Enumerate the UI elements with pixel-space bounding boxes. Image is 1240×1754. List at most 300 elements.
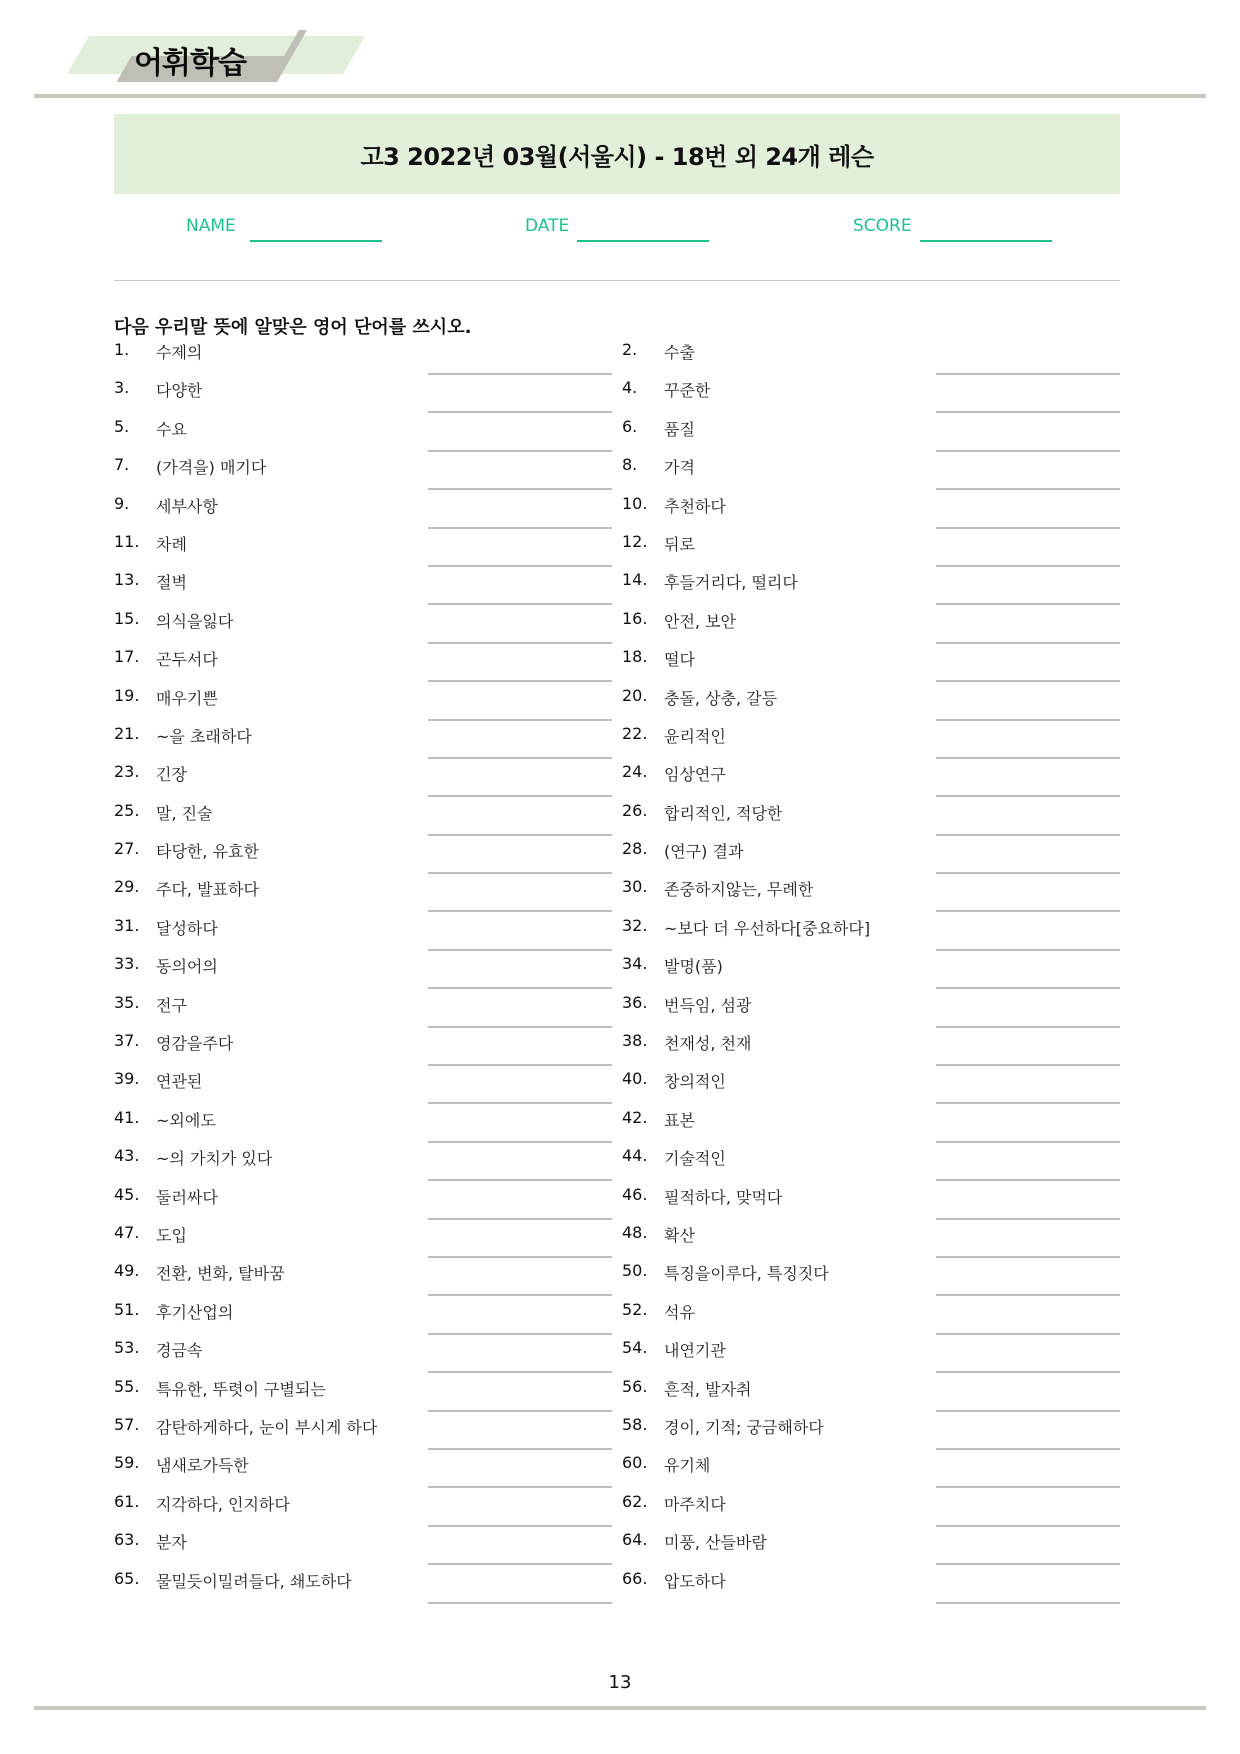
answer-blank[interactable] [428,719,612,721]
answer-blank[interactable] [936,1102,1120,1104]
vocab-item [114,494,218,532]
vocab-row [114,609,1120,647]
answer-blank[interactable] [936,450,1120,452]
answer-blank[interactable] [428,411,612,413]
item-korean-meaning: 번득임, 섬광 [664,995,752,1015]
answer-blank[interactable] [936,949,1120,951]
item-number: 44. [622,1146,648,1166]
item-number: 32. [622,915,648,935]
item-korean-meaning: 세부사항 [156,496,218,516]
item-korean-meaning: 필적하다, 맞먹다 [664,1187,783,1207]
vocab-item [622,609,736,647]
item-korean-meaning: 안전, 보안 [664,611,736,631]
score-blank[interactable] [920,240,1052,242]
item-number: 9. [114,493,130,513]
answer-blank[interactable] [936,987,1120,989]
answer-blank[interactable] [428,1333,612,1335]
item-korean-meaning: 윤리적인 [664,726,726,746]
item-number: 46. [622,1184,648,1204]
vocab-item [622,570,798,608]
answer-blank[interactable] [428,642,612,644]
vocab-item [114,1223,187,1261]
answer-blank[interactable] [428,872,612,874]
item-number: 43. [114,1146,140,1166]
item-number: 19. [114,685,140,705]
page-title: 고3 2022년 03월(서울시) - 18번 외 24개 레슨 [360,142,874,171]
item-korean-meaning: ~의 가치가 있다 [156,1149,273,1169]
item-korean-meaning: 압도하다 [664,1571,726,1591]
item-number: 28. [622,839,648,859]
item-korean-meaning: (연구) 결과 [664,842,744,862]
answer-blank[interactable] [428,1064,612,1066]
item-number: 37. [114,1031,140,1051]
vocab-row [114,1530,1120,1568]
vocab-item [622,916,870,954]
vocab-item [114,1453,249,1491]
vocab-item [622,801,782,839]
vocab-item [622,1223,695,1261]
item-number: 61. [114,1491,140,1511]
vocab-row [114,954,1120,992]
date-blank[interactable] [577,240,709,242]
item-korean-meaning: 말, 진술 [156,803,213,823]
answer-blank[interactable] [936,1064,1120,1066]
item-korean-meaning: 차례 [156,534,187,554]
answer-blank[interactable] [936,719,1120,721]
vocab-item [114,1415,377,1453]
vocab-row [114,455,1120,493]
item-number: 50. [622,1261,648,1281]
item-korean-meaning: 흔적, 발자취 [664,1379,752,1399]
vocab-item [622,993,751,1031]
item-korean-meaning: 떨다 [664,650,695,670]
answer-blank[interactable] [428,603,612,605]
item-number: 59. [114,1453,140,1473]
page-number: 13 [608,1672,632,1693]
bottom-rule [34,1706,1206,1710]
item-number: 45. [114,1184,140,1204]
item-korean-meaning: 수요 [156,419,187,439]
answer-blank[interactable] [936,1294,1120,1296]
vocab-row [114,1415,1120,1453]
item-number: 49. [114,1261,140,1281]
vocab-item [114,1338,202,1376]
answer-blank[interactable] [936,642,1120,644]
answer-blank[interactable] [936,1141,1120,1143]
item-number: 14. [622,570,648,590]
item-korean-meaning: 마주치다 [664,1494,726,1514]
vocab-item [114,570,187,608]
answer-blank[interactable] [936,1602,1120,1604]
vocab-row [114,1031,1120,1069]
vocab-list [114,340,1120,1607]
answer-blank[interactable] [428,910,612,912]
item-number: 62. [622,1491,648,1511]
vocab-item [622,494,726,532]
item-korean-meaning: 확산 [664,1225,695,1245]
vocab-item [114,839,259,877]
vocab-item [114,532,187,570]
item-korean-meaning: 미풍, 산들바람 [664,1533,767,1553]
name-label: NAME [186,216,236,236]
answer-blank[interactable] [936,1179,1120,1181]
vocab-row [114,1069,1120,1107]
item-korean-meaning: 특징을이루다, 특징짓다 [664,1264,829,1284]
answer-blank[interactable] [428,1448,612,1450]
vocab-row [114,1569,1120,1607]
vocab-item [114,993,187,1031]
item-number: 20. [622,685,648,705]
vocab-item [114,647,218,685]
date-label: DATE [525,216,570,236]
item-korean-meaning: 물밀듯이밀려들다, 쇄도하다 [156,1571,352,1591]
item-number: 30. [622,877,648,897]
answer-blank[interactable] [428,680,612,682]
item-number: 53. [114,1338,140,1358]
answer-blank[interactable] [428,1026,612,1028]
item-korean-meaning: 내연기관 [664,1341,726,1361]
item-number: 2. [622,340,638,359]
vocab-item [622,954,723,992]
item-number: 36. [622,992,648,1012]
answer-blank[interactable] [428,1371,612,1373]
vocab-item [114,877,259,915]
vocab-item [622,1146,726,1184]
item-korean-meaning: 품질 [664,419,695,439]
answer-blank[interactable] [936,872,1120,874]
item-korean-meaning: 천재성, 천재 [664,1034,752,1054]
vocab-item [622,839,743,877]
vocab-row [114,1300,1120,1338]
name-blank[interactable] [250,240,382,242]
item-number: 48. [622,1222,648,1242]
answer-blank[interactable] [936,1333,1120,1335]
item-number: 29. [114,877,140,897]
item-number: 7. [114,455,130,475]
item-number: 66. [622,1568,648,1588]
answer-blank[interactable] [936,565,1120,567]
item-number: 21. [114,723,140,743]
item-korean-meaning: 수출 [664,343,695,362]
answer-blank[interactable] [428,1141,612,1143]
vocab-row [114,1261,1120,1299]
item-korean-meaning: 뒤로 [664,534,695,554]
item-korean-meaning: 타당한, 유효한 [156,842,259,862]
item-number: 33. [114,954,140,974]
item-number: 3. [114,378,130,398]
item-korean-meaning: (가격을) 매기다 [156,458,267,478]
item-korean-meaning: 발명(품) [664,957,723,977]
answer-blank[interactable] [428,757,612,759]
answer-blank[interactable] [936,1563,1120,1565]
item-number: 8. [622,455,638,475]
answer-blank[interactable] [428,1410,612,1412]
item-number: 57. [114,1414,140,1434]
item-korean-meaning: 의식을잃다 [156,611,234,631]
answer-blank[interactable] [428,1294,612,1296]
vocab-item [114,1185,218,1223]
answer-blank[interactable] [936,488,1120,490]
item-number: 11. [114,531,140,551]
answer-blank[interactable] [428,1486,612,1488]
item-number: 63. [114,1530,140,1550]
vocab-item [622,647,695,685]
vocab-item [622,1108,695,1146]
item-korean-meaning: 유기체 [664,1456,711,1476]
answer-blank[interactable] [428,1525,612,1527]
divider [114,280,1120,281]
item-number: 4. [622,378,638,398]
vocab-item [622,1300,695,1338]
vocab-row [114,1492,1120,1530]
vocab-row [114,647,1120,685]
vocab-item [114,1492,290,1530]
vocab-item [114,724,252,762]
answer-blank[interactable] [936,603,1120,605]
vocab-row [114,877,1120,915]
vocab-item [114,686,218,724]
item-korean-meaning: 존중하지않는, 무례한 [664,880,814,900]
item-korean-meaning: ~외에도 [156,1110,216,1130]
answer-blank[interactable] [428,527,612,529]
item-korean-meaning: 임상연구 [664,765,726,785]
vocab-item [114,1069,202,1107]
item-number: 41. [114,1107,140,1127]
item-number: 23. [114,762,140,782]
vocab-row [114,1223,1120,1261]
answer-blank[interactable] [428,834,612,836]
answer-blank[interactable] [936,1026,1120,1028]
name-field [186,216,382,236]
item-number: 42. [622,1107,648,1127]
vocab-row [114,1453,1120,1491]
answer-blank[interactable] [936,1256,1120,1258]
vocab-item [622,724,726,762]
item-number: 39. [114,1069,140,1089]
score-field [853,216,1052,236]
answer-blank[interactable] [936,680,1120,682]
vocab-row [114,724,1120,762]
item-korean-meaning: 경이, 기적; 궁금해하다 [664,1417,824,1437]
vocab-item [622,340,695,378]
answer-blank[interactable] [428,565,612,567]
vocab-row [114,532,1120,570]
answer-blank[interactable] [936,373,1120,375]
answer-blank[interactable] [936,757,1120,759]
vocab-item [114,954,218,992]
vocab-item [622,1569,726,1607]
item-number: 52. [622,1299,648,1319]
item-korean-meaning: 후들거리다, 떨리다 [664,573,798,593]
item-number: 51. [114,1299,140,1319]
top-rule [34,94,1206,98]
answer-blank[interactable] [936,1448,1120,1450]
item-korean-meaning: 합리적인, 적당한 [664,803,783,823]
item-number: 38. [622,1031,648,1051]
item-korean-meaning: 가격 [664,458,695,478]
answer-blank[interactable] [428,1218,612,1220]
instruction: 다음 우리말 뜻에 알맞은 영어 단어를 쓰시오. [114,317,472,338]
item-korean-meaning: 추천하다 [664,496,726,516]
item-korean-meaning: 연관된 [156,1072,203,1092]
item-number: 34. [622,954,648,974]
vocab-item [622,1453,710,1491]
item-korean-meaning: 도입 [156,1225,187,1245]
section-badge-label: 어휘학습 [134,46,246,81]
vocab-item [114,1569,352,1607]
vocab-item [622,877,813,915]
answer-blank[interactable] [428,949,612,951]
vocab-item [114,1377,326,1415]
section-badge [64,28,364,90]
vocab-item [114,455,266,493]
answer-blank[interactable] [428,1256,612,1258]
item-number: 1. [114,340,130,359]
answer-blank[interactable] [936,1486,1120,1488]
item-number: 47. [114,1222,140,1242]
vocab-item [114,801,213,839]
item-korean-meaning: 절벽 [156,573,187,593]
vocab-item [114,378,202,416]
item-number: 26. [622,800,648,820]
item-korean-meaning: 분자 [156,1533,187,1553]
item-number: 15. [114,608,140,628]
item-number: 31. [114,915,140,935]
item-korean-meaning: 기술적인 [664,1149,726,1169]
answer-blank[interactable] [428,1179,612,1181]
vocab-item [622,378,710,416]
item-korean-meaning: 주다, 발표하다 [156,880,259,900]
answer-blank[interactable] [936,1371,1120,1373]
answer-blank[interactable] [936,411,1120,413]
item-number: 64. [622,1530,648,1550]
item-korean-meaning: 동의어의 [156,957,218,977]
answer-blank[interactable] [936,1410,1120,1412]
item-number: 65. [114,1568,140,1588]
vocab-item [622,532,695,570]
item-korean-meaning: ~을 초래하다 [156,726,252,746]
item-number: 56. [622,1376,648,1396]
item-korean-meaning: 창의적인 [664,1072,726,1092]
item-number: 54. [622,1338,648,1358]
vocab-item [114,1261,285,1299]
vocab-item [622,1185,782,1223]
answer-blank[interactable] [428,488,612,490]
vocab-item [622,417,695,455]
item-korean-meaning: 꾸준한 [664,381,711,401]
vocab-row [114,494,1120,532]
item-korean-meaning: 충돌, 상충, 갈등 [664,688,778,708]
item-korean-meaning: 전구 [156,995,187,1015]
answer-blank[interactable] [428,450,612,452]
vocab-item [114,609,233,647]
item-number: 5. [114,416,130,436]
vocab-item [622,1069,726,1107]
answer-blank[interactable] [428,373,612,375]
answer-blank[interactable] [428,1563,612,1565]
score-label: SCORE [853,216,912,236]
answer-blank[interactable] [936,795,1120,797]
vocab-row [114,916,1120,954]
vocab-row [114,1108,1120,1146]
item-korean-meaning: 달성하다 [156,918,218,938]
answer-blank[interactable] [936,527,1120,529]
vocab-row [114,1377,1120,1415]
answer-blank[interactable] [428,1602,612,1604]
vocab-row [114,340,1120,378]
item-number: 17. [114,647,140,667]
item-korean-meaning: 냄새로가득한 [156,1456,249,1476]
vocab-item [114,1031,233,1069]
item-number: 12. [622,531,648,551]
title-box [114,114,1120,194]
answer-blank[interactable] [936,1525,1120,1527]
vocab-row [114,378,1120,416]
item-korean-meaning: 곤두서다 [156,650,218,670]
item-number: 24. [622,762,648,782]
item-korean-meaning: 석유 [664,1302,695,1322]
answer-blank[interactable] [936,910,1120,912]
item-korean-meaning: 긴장 [156,765,187,785]
vocab-row [114,762,1120,800]
vocab-item [114,1146,272,1184]
item-korean-meaning: 표본 [664,1110,695,1130]
item-korean-meaning: 특유한, 뚜렷이 구별되는 [156,1379,326,1399]
answer-blank[interactable] [428,987,612,989]
vocab-row [114,1185,1120,1223]
item-number: 58. [622,1414,648,1434]
date-field [525,216,709,236]
vocab-row [114,1146,1120,1184]
vocab-item [622,1338,726,1376]
item-number: 18. [622,647,648,667]
item-number: 27. [114,839,140,859]
item-korean-meaning: 후기산업의 [156,1302,234,1322]
item-number: 60. [622,1453,648,1473]
vocab-item [114,417,187,455]
vocab-row [114,993,1120,1031]
vocab-item [622,762,726,800]
item-korean-meaning: 영감을주다 [156,1034,234,1054]
item-number: 35. [114,992,140,1012]
item-korean-meaning: 매우기쁜 [156,688,218,708]
vocab-item [622,1261,829,1299]
vocab-row [114,801,1120,839]
item-korean-meaning: 감탄하게하다, 눈이 부시게 하다 [156,1417,378,1437]
vocab-row [114,417,1120,455]
answer-blank[interactable] [428,1102,612,1104]
item-number: 16. [622,608,648,628]
vocab-item [114,1108,216,1146]
item-korean-meaning: 지각하다, 인지하다 [156,1494,290,1514]
vocab-item [114,916,218,954]
item-korean-meaning: 둘러싸다 [156,1187,218,1207]
vocab-item [114,340,202,378]
item-korean-meaning: 수제의 [156,343,203,362]
vocab-item [622,1530,767,1568]
answer-blank[interactable] [428,795,612,797]
answer-blank[interactable] [936,834,1120,836]
vocab-item [622,455,695,493]
answer-blank[interactable] [936,1218,1120,1220]
item-number: 55. [114,1376,140,1396]
item-korean-meaning: ~보다 더 우선하다[중요하다] [664,918,871,938]
vocab-item [622,1031,751,1069]
vocab-item [114,1300,233,1338]
vocab-item [622,1377,751,1415]
vocab-item [114,762,187,800]
item-number: 25. [114,800,140,820]
